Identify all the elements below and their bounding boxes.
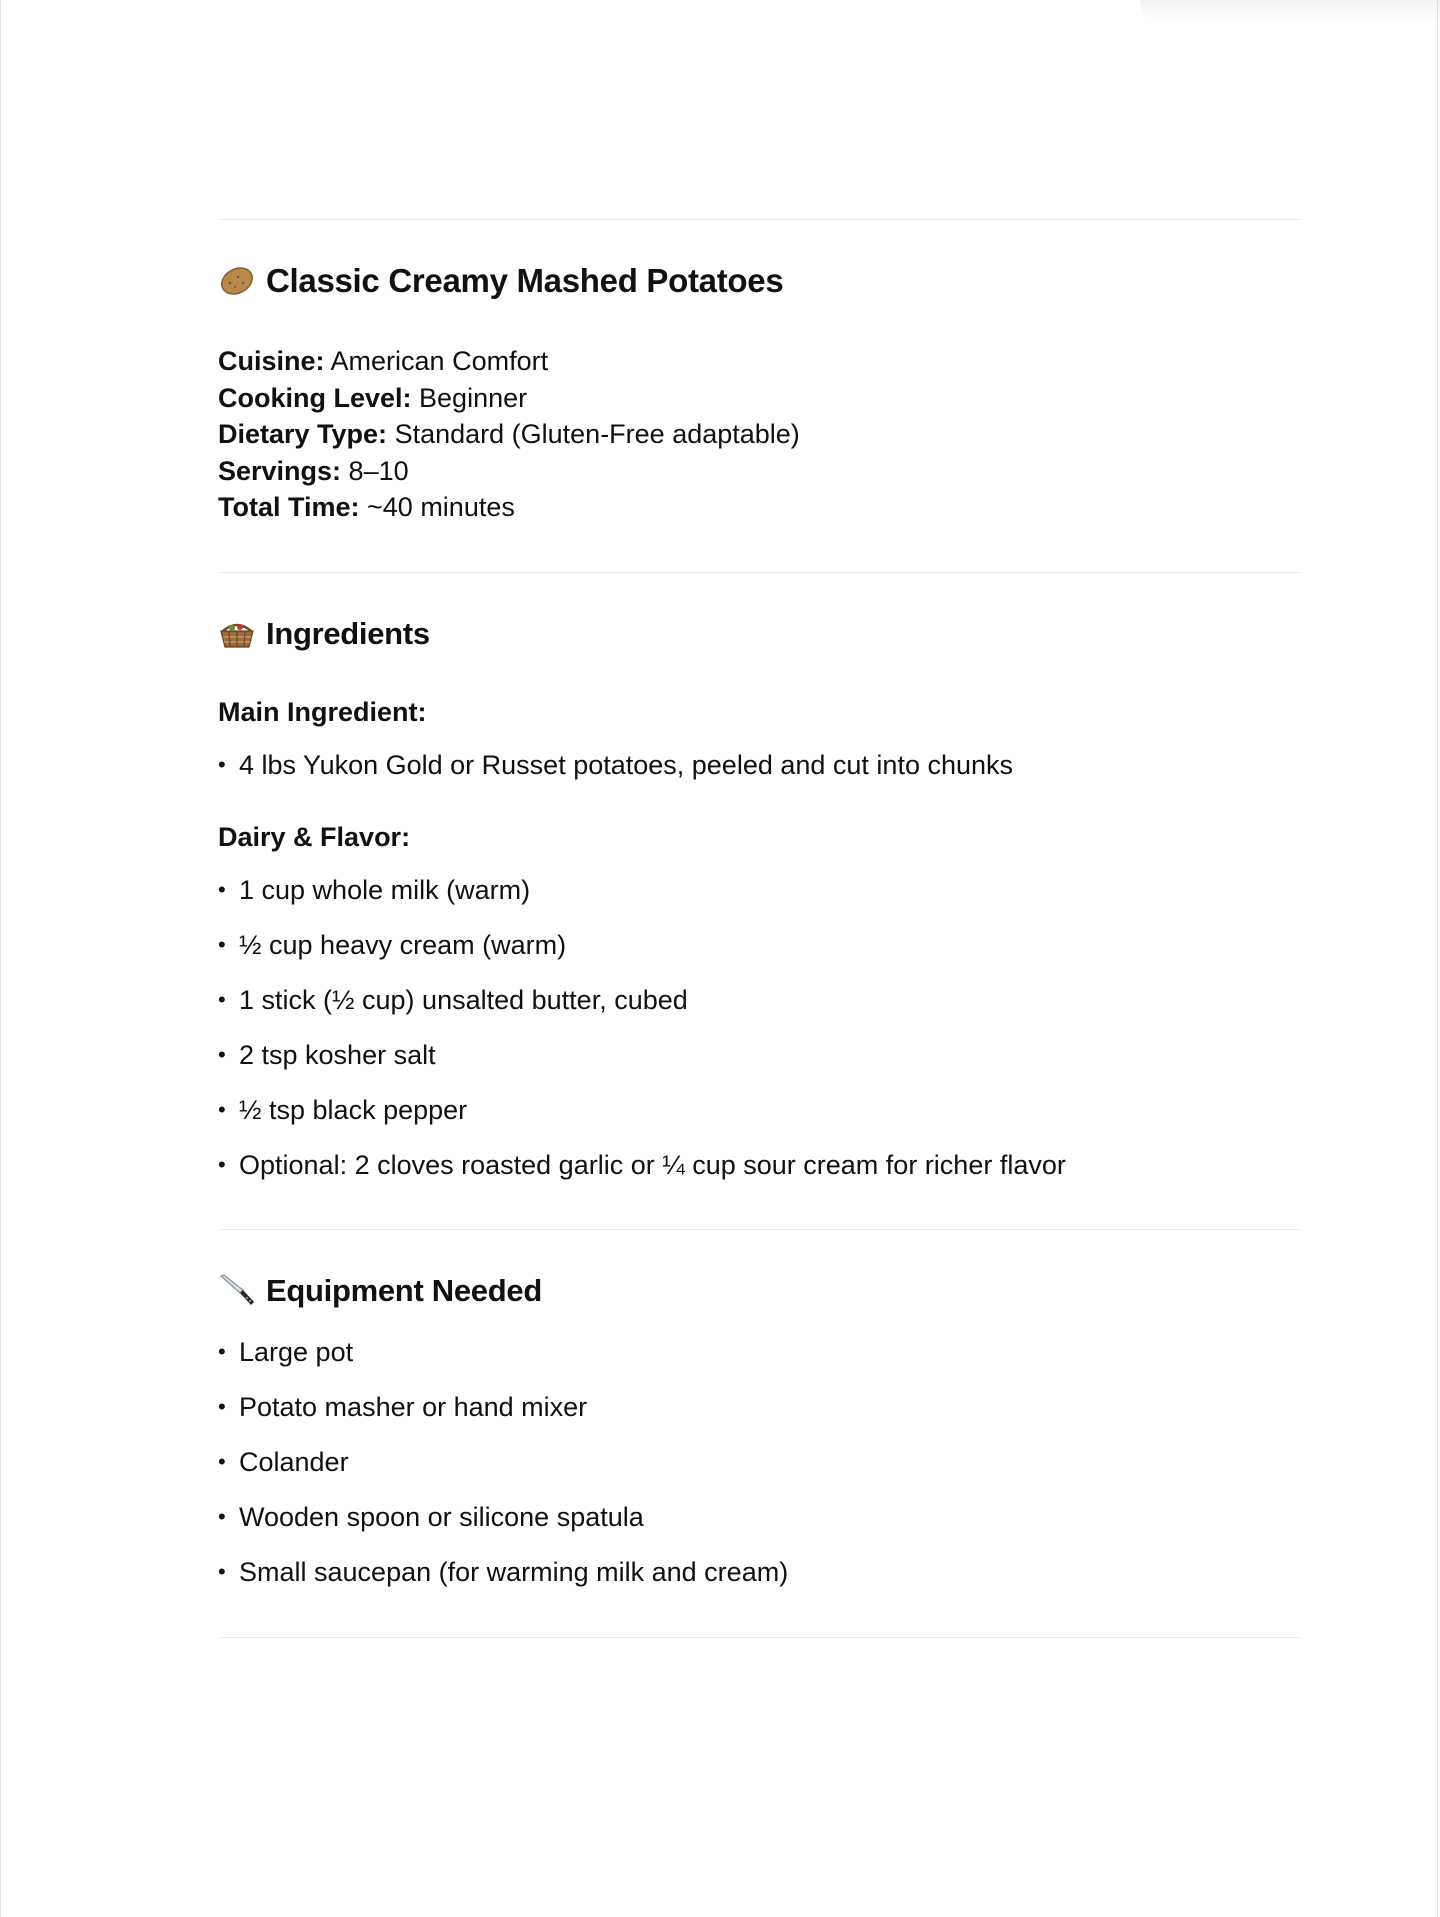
meta-label: Dietary Type:	[218, 419, 388, 449]
equipment-heading	[218, 1273, 542, 1309]
dairy-flavor-label: Dairy & Flavor:	[218, 822, 411, 852]
main-ingredient-list	[218, 747, 1013, 802]
list-item-text: 4 lbs Yukon Gold or Russet potatoes, peeled and cut into chunks	[239, 750, 1014, 780]
bullet: •	[218, 932, 226, 957]
bullet: •	[218, 1097, 226, 1122]
list-item-text: Wooden spoon or silicone spatula	[239, 1502, 644, 1532]
list-item-text: ½ cup heavy cream (warm)	[239, 930, 567, 960]
bullet: •	[218, 1504, 226, 1529]
meta-label: Cooking Level:	[218, 382, 412, 413]
potato-icon	[218, 263, 256, 299]
meta-value: American Comfort	[324, 346, 549, 376]
list-item-text: Colander	[239, 1447, 349, 1477]
meta-value: ~40 minutes	[359, 492, 515, 522]
bullet: •	[218, 1449, 226, 1474]
list-item	[218, 1037, 1066, 1092]
list-item-text: 2 tsp kosher salt	[239, 1040, 436, 1070]
corner-shadow	[1140, 0, 1440, 22]
bullet: •	[218, 1559, 226, 1584]
recipe-title	[218, 262, 783, 300]
meta-label: Cuisine:	[218, 346, 325, 376]
ingredients-heading	[218, 616, 430, 652]
knife-icon	[218, 1273, 256, 1309]
list-item	[218, 1444, 788, 1499]
meta-dietary-type	[218, 416, 800, 453]
list-item-text: Small saucepan (for warming milk and cream)	[239, 1557, 789, 1587]
list-item	[218, 1334, 788, 1389]
meta-servings	[218, 453, 800, 490]
list-item-text: 1 stick (½ cup) unsalted butter, cubed	[239, 985, 688, 1015]
bullet: •	[218, 1394, 226, 1419]
list-item-text: 1 cup whole milk (warm)	[239, 875, 531, 905]
divider-meta	[218, 572, 1302, 573]
list-item	[218, 1147, 1066, 1202]
meta-cooking-level	[218, 380, 800, 417]
basket-icon	[218, 616, 256, 652]
list-item	[218, 1554, 788, 1609]
meta-value: Beginner	[411, 382, 528, 413]
list-item	[218, 747, 1013, 802]
list-item	[218, 1499, 788, 1554]
meta-value: 8–10	[341, 455, 409, 486]
list-item	[218, 1092, 1066, 1147]
bullet: •	[218, 877, 226, 902]
bullet: •	[218, 1152, 226, 1177]
recipe-meta	[218, 343, 800, 526]
dairy-flavor-list	[218, 872, 1066, 1202]
divider-bottom	[218, 1637, 1302, 1638]
list-item-text: Large pot	[239, 1337, 354, 1367]
meta-label: Servings:	[218, 455, 342, 486]
recipe-title-text: Classic Creamy Mashed Potatoes	[266, 262, 784, 299]
divider-top	[218, 219, 1302, 220]
list-item	[218, 982, 1066, 1037]
divider-ingredients	[218, 1229, 1302, 1230]
bullet: •	[218, 1339, 226, 1364]
bullet: •	[218, 987, 226, 1012]
bullet: •	[218, 752, 226, 777]
meta-value: Standard (Gluten-Free adaptable)	[387, 419, 800, 449]
list-item-text: Potato masher or hand mixer	[239, 1392, 588, 1422]
equipment-heading-text: Equipment Needed	[266, 1273, 542, 1308]
list-item	[218, 1389, 788, 1444]
list-item-text: Optional: 2 cloves roasted garlic or ¼ cup sour cream for richer flavor	[239, 1150, 1066, 1180]
meta-cuisine	[218, 343, 800, 380]
main-ingredient-label: Main Ingredient:	[218, 697, 427, 727]
list-item-text: ½ tsp black pepper	[239, 1095, 468, 1125]
equipment-list	[218, 1334, 788, 1609]
bullet: •	[218, 1042, 226, 1067]
list-item	[218, 872, 1066, 927]
ingredients-heading-text: Ingredients	[266, 616, 430, 651]
meta-label: Total Time:	[218, 492, 360, 522]
meta-total-time	[218, 489, 800, 526]
list-item	[218, 927, 1066, 982]
